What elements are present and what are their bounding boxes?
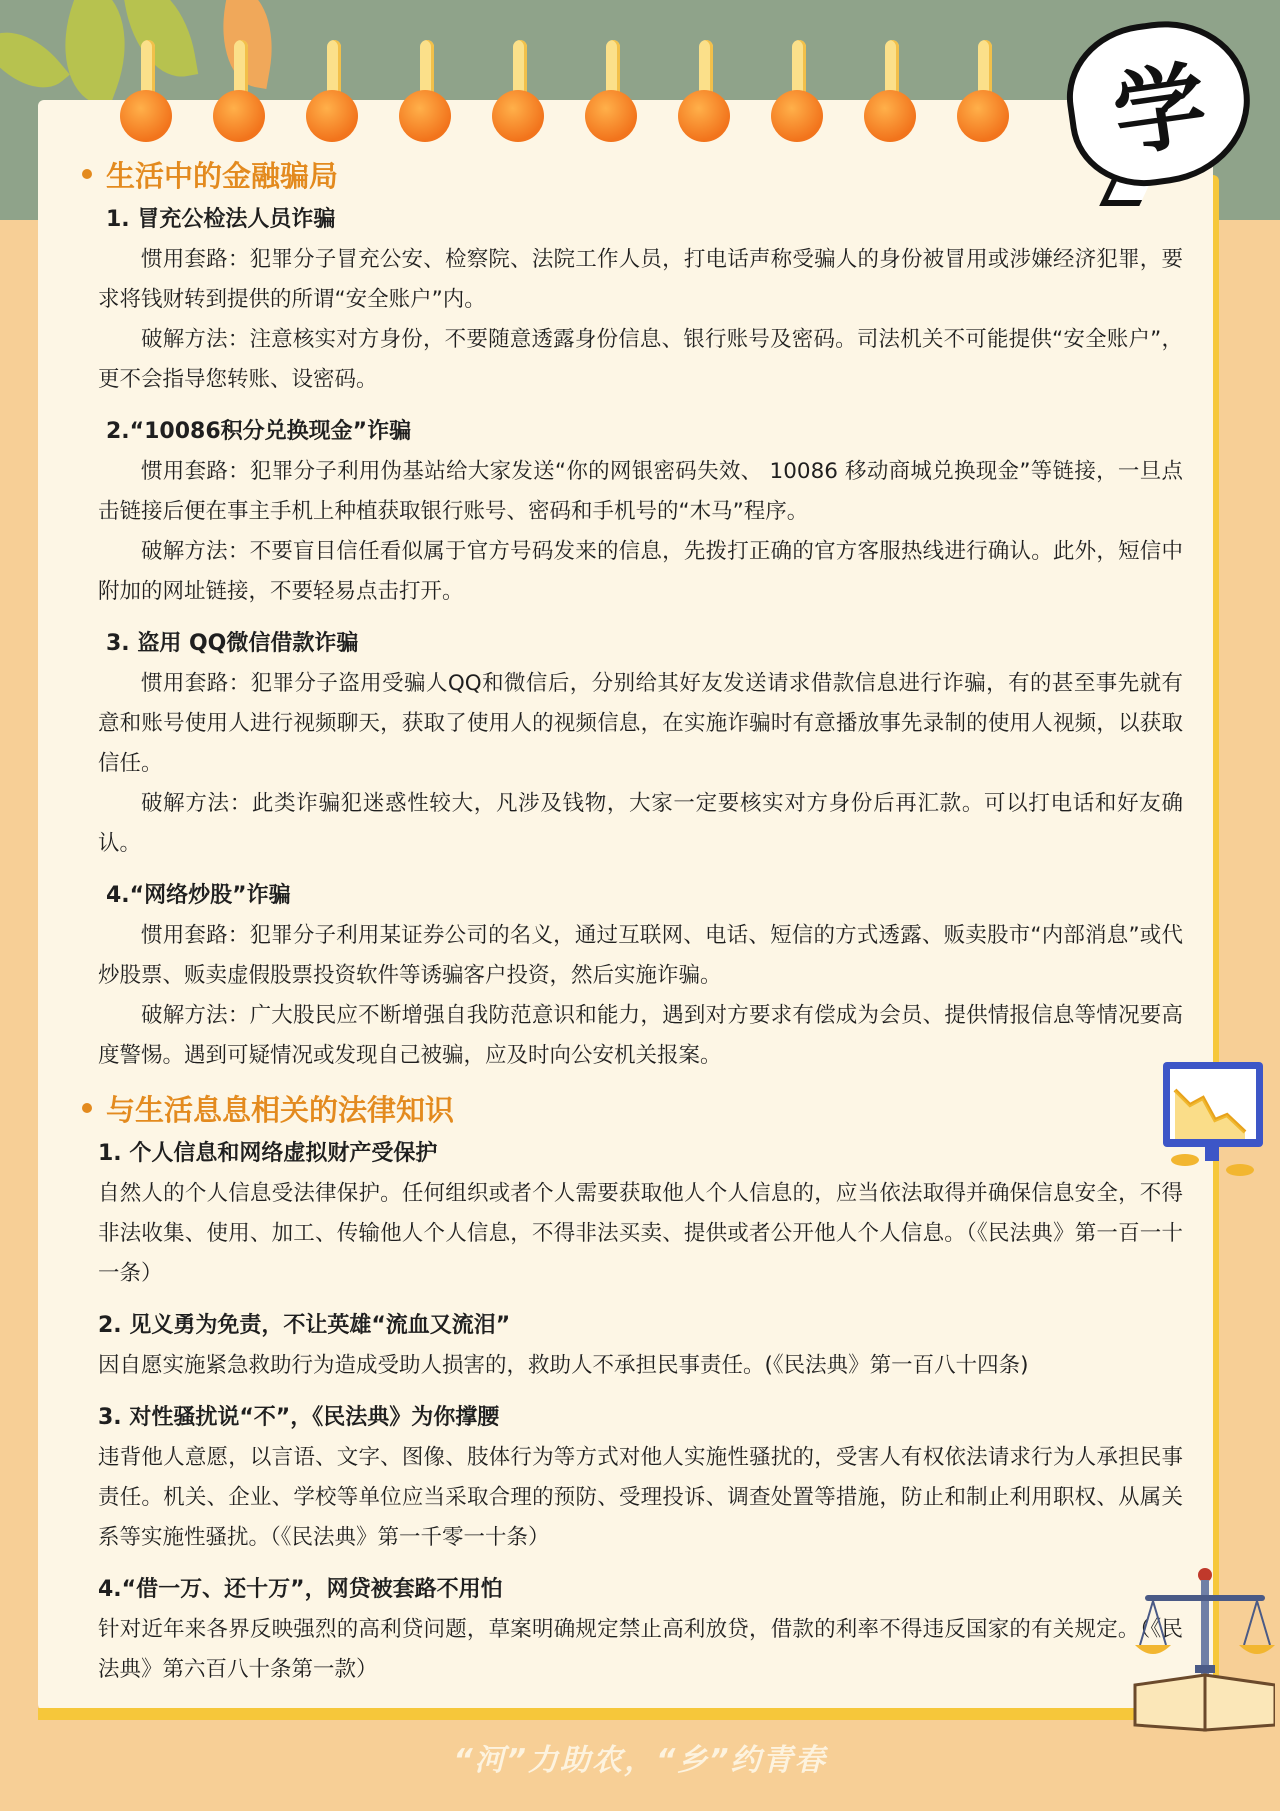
item-paragraph: 惯用套路：犯罪分子利用伪基站给大家发送“你的网银密码失效、 10086 移动商城兑换现金”等链接，一旦点击链接后便在事主手机上种植获取银行账号、密码和手机号的“木马”程序。 xyxy=(98,459,1183,524)
item-title: 3. 盗用 QQ微信借款诈骗 xyxy=(106,631,359,656)
binder-ring xyxy=(585,40,641,140)
item-title: 3. 对性骚扰说“不”，《民法典》为你撑腰 xyxy=(98,1405,500,1430)
item-title: 2. 见义勇为免责，不让英雄“流血又流泪” xyxy=(98,1313,511,1338)
section-heading-text: 生活中的金融骗局 xyxy=(106,158,339,193)
item-title: 4.“借一万、还十万”，网贷被套路不用怕 xyxy=(98,1577,503,1602)
bullet-dot-icon xyxy=(82,169,92,179)
justice-scale-illustration xyxy=(1125,1565,1275,1735)
item-paragraph: 因自愿实施紧急救助行为造成受助人损害的，救助人不承担民事责任。(《民法典》第一百八十四条) xyxy=(98,1353,1029,1378)
item-title: 4.“网络炒股”诈骗 xyxy=(106,883,291,908)
item-title: 1. 冒充公检法人员诈骗 xyxy=(106,207,336,232)
item-paragraph: 破解方法：此类诈骗犯迷惑性较大，凡涉及钱物，大家一定要核实对方身份后再汇款。可以打电话和好友确认。 xyxy=(98,791,1183,856)
binder-ring xyxy=(771,40,827,140)
item-paragraph: 惯用套路：犯罪分子冒充公安、检察院、法院工作人员，打电话声称受骗人的身份被冒用或涉嫌经济犯罪，要求将钱财转到提供的所谓“安全账户”内。 xyxy=(98,247,1183,312)
bullet-dot-icon xyxy=(82,1103,92,1113)
section-heading xyxy=(80,1086,1180,1130)
binder-ring xyxy=(957,40,1013,140)
item-paragraph: 针对近年来各界反映强烈的高利贷问题，草案明确规定禁止高利放贷，借款的利率不得违反国家的有关规定。（《民法典》第六百八十条第一款） xyxy=(98,1617,1183,1682)
footer-slogan: “河”力助农，“乡”约青春 xyxy=(453,1743,827,1778)
item-paragraph: 自然人的个人信息受法律保护。任何组织或者个人需要获取他人个人信息的，应当依法取得并确保信息安全，不得非法收集、使用、加工、传输他人个人信息，不得非法买卖、提供或者公开他人个人信息。（《民法典》第一百一十一条） xyxy=(98,1181,1183,1286)
binder-ring xyxy=(306,40,362,140)
item-paragraph: 破解方法：广大股民应不断增强自我防范意识和能力，遇到对方要求有偿成为会员、提供情报信息等情况要高度警惕。遇到可疑情况或发现自己被骗，应及时向公安机关报案。 xyxy=(98,1003,1183,1068)
main-content xyxy=(80,152,1183,1690)
binder-ring xyxy=(492,40,548,140)
stock-chart-illustration xyxy=(1155,1060,1270,1180)
binder-ring xyxy=(678,40,734,140)
item-title: 1. 个人信息和网络虚拟财产受保护 xyxy=(98,1141,438,1166)
item-paragraph: 破解方法：注意核实对方身份，不要随意透露身份信息、银行账号及密码。司法机关不可能提供“安全账户”，更不会指导您转账、设密码。 xyxy=(98,327,1183,392)
binder-ring xyxy=(399,40,455,140)
section-heading-text: 与生活息息相关的法律知识 xyxy=(106,1092,455,1127)
item-title: 2.“10086积分兑换现金”诈骗 xyxy=(106,419,412,444)
binder-ring xyxy=(864,40,920,140)
section-heading xyxy=(80,152,1180,196)
item-paragraph: 违背他人意愿，以言语、文字、图像、肢体行为等方式对他人实施性骚扰的，受害人有权依法请求行为人承担民事责任。机关、企业、学校等单位应当采取合理的预防、受理投诉、调查处置等措施，防止和制止利用职权、从属关系等实施性骚扰。（《民法典》第一千零一十条） xyxy=(98,1445,1183,1550)
item-paragraph: 破解方法：不要盲目信任看似属于官方号码发来的信息，先拨打正确的官方客服热线进行确认。此外，短信中附加的网址链接，不要轻易点击打开。 xyxy=(98,539,1183,604)
item-paragraph: 惯用套路：犯罪分子利用某证券公司的名义，通过互联网、电话、短信的方式透露、贩卖股市“内部消息”或代炒股票、贩卖虚假股票投资软件等诱骗客户投资，然后实施诈骗。 xyxy=(98,923,1183,988)
item-paragraph: 惯用套路：犯罪分子盗用受骗人QQ和微信后，分别给其好友发送请求借款信息进行诈骗，有的甚至事先就有意和账号使用人进行视频聊天，获取了使用人的视频信息，在实施诈骗时有意播放事先录制的使用人视频，以获取信任。 xyxy=(98,671,1183,776)
binder-ring xyxy=(120,40,176,140)
binder-ring xyxy=(213,40,269,140)
paper-bottom-edge xyxy=(38,1708,1213,1720)
study-badge: 学 xyxy=(1058,10,1261,196)
